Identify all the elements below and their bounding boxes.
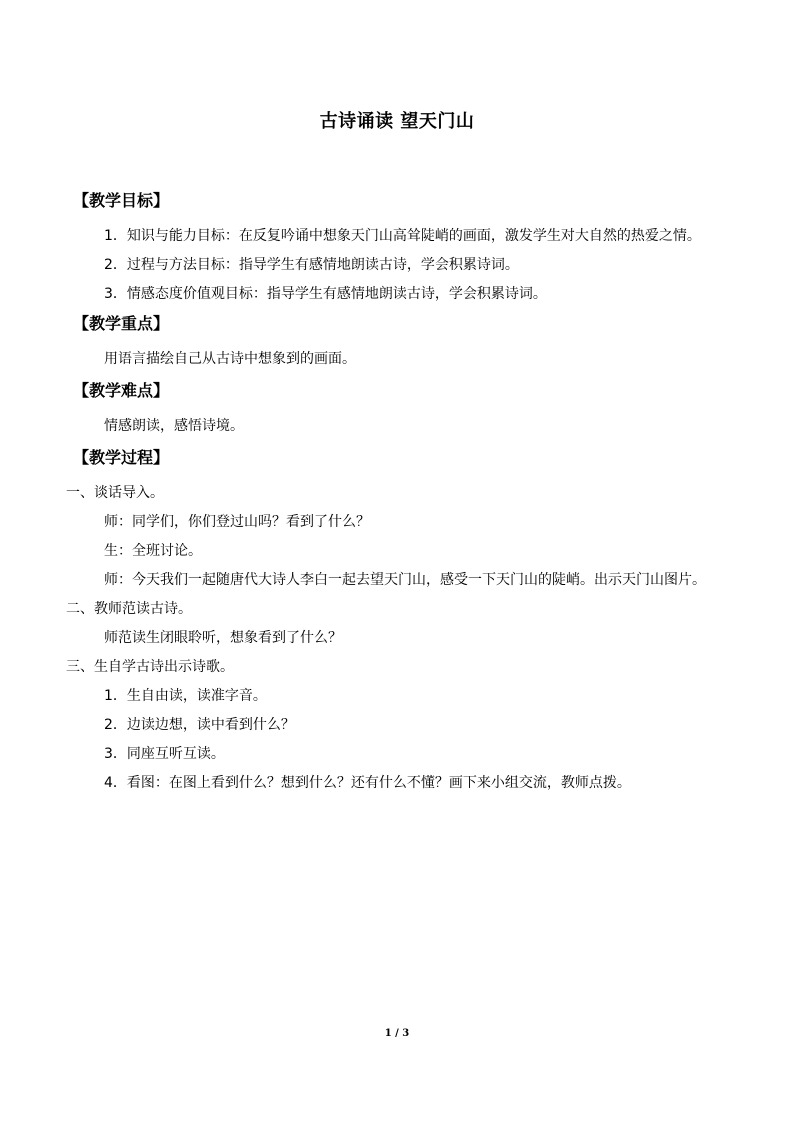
- document-body: [66, 188, 723, 798]
- process-step-3-line-1: 1．生自由读，读准字音。: [104, 688, 267, 704]
- document-title: 古诗诵读 望天门山: [319, 111, 475, 132]
- process-step-3-line-3: 3．同座互听互读。: [104, 746, 225, 762]
- process-step-1-line-1: 师：同学们，你们登过山吗？看到了什么？: [104, 514, 370, 530]
- process-step-1-title: 一、谈话导入。: [66, 485, 164, 501]
- process-step-1-line-2: 生：全班讨论。: [104, 543, 202, 559]
- difficulties-heading: 【教学难点】: [73, 381, 170, 400]
- process-step-1-line-3: 师：今天我们一起随唐代大诗人李白一起去望天门山，感受一下天门山的陡峭。出示天门山图片。: [104, 572, 706, 588]
- page-number: 1 / 3: [384, 1028, 410, 1039]
- process-step-3-title: 三、生自学古诗出示诗歌。: [66, 659, 234, 675]
- difficulties-text: 情感朗读，感悟诗境。: [104, 418, 244, 434]
- process-step-3-line-2: 2．边读边想，读中看到什么？: [104, 717, 295, 733]
- objective-item-1: 1．知识与能力目标：在反复吟诵中想象天门山高耸陡峭的画面，激发学生对大自然的热爱之情。: [104, 228, 701, 244]
- process-step-2-title: 二、教师范读古诗。: [66, 601, 192, 617]
- process-step-2-line-1: 师范读生闭眼聆听，想象看到了什么？: [104, 630, 342, 646]
- process-heading: 【教学过程】: [73, 448, 170, 467]
- process-step-3-line-4: 4．看图：在图上看到什么？想到什么？还有什么不懂？画下来小组交流，教师点拨。: [104, 775, 631, 791]
- key-points-text: 用语言描绘自己从古诗中想象到的画面。: [104, 351, 356, 367]
- objective-item-2: 2．过程与方法目标：指导学生有感情地朗读古诗，学会积累诗词。: [104, 257, 519, 273]
- objectives-heading: 【教学目标】: [73, 191, 170, 210]
- objective-item-3: 3．情感态度价值观目标：指导学生有感情地朗读古诗，学会积累诗词。: [104, 286, 547, 302]
- key-points-heading: 【教学重点】: [73, 314, 170, 333]
